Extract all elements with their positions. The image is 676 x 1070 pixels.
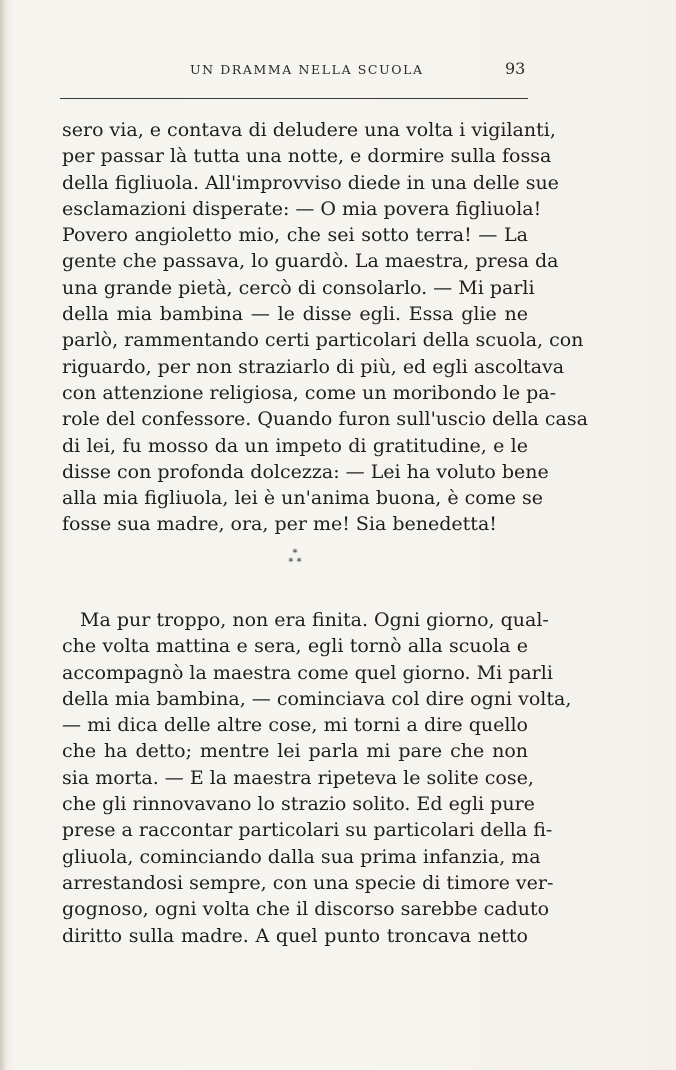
section-asterism [280,549,310,567]
text-line: una grande pietà, cercò di consolarlo. — Mi parli [62,276,535,299]
text-line: con attenzione religiosa, come un moribondo le pa- [62,381,557,404]
text-line: della figliuola. All'improvviso diede in una delle sue [62,171,559,194]
text-line: prese a raccontar particolari su particolari della fi- [62,819,553,842]
text-line: esclamazioni disperate: — O mia povera figliuola! [62,197,542,220]
text-line: che volta mattina e sera, egli tornò alla scuola e [62,635,528,658]
text-line: role del confessore. Quando furon sull'uscio della casa [62,408,588,431]
text-line: sero via, e contava di deludere una volta i vigilanti, [62,119,556,141]
text-line: della mia bambina — le disse egli. Essa glie ne [62,303,528,326]
text-line: gognoso, ogni volta che il discorso sarebbe caduto [62,898,550,921]
asterism-bottom: * * [288,557,302,568]
text-line: Povero angioletto mio, che sei sotto terra! — La [62,224,528,247]
header-rule [60,98,528,99]
text-line: per passar là tutta una notte, e dormire sulla fossa [62,145,552,168]
running-head: UN DRAMMA NELLA SCUOLA [190,62,424,77]
text-line: alla mia figliuola, lei è un'anima buona, è come se [62,487,544,510]
page-binding-shadow [0,0,6,1070]
text-line: che gli rinnovavano lo strazio solito. Ed egli pure [62,793,535,816]
text-line: sia morta. — E la maestra ripeteva le solite cose, [62,766,534,789]
text-line: fosse sua madre, ora, per me! Sia benedetta! [62,513,497,536]
text-line: riguardo, per non straziarlo di più, ed egli ascoltava [62,355,565,378]
text-line: Ma pur troppo, non era finita. Ogni giorno, qual- [80,609,549,631]
asterism-top: * [292,548,298,559]
page-number: 93 [505,59,526,78]
paragraph-1 [62,117,588,538]
text-line: arrestandosi sempre, con una specie di timore ver- [62,871,554,894]
paragraph-2 [62,607,572,949]
text-line: gente che passava, lo guardò. La maestra, presa da [62,250,559,273]
text-line: parlò, rammentando certi particolari della scuola, con [62,329,584,352]
text-line: di lei, fu mosso da un impeto di gratitudine, e le [62,434,528,457]
text-line: disse con profonda dolcezza: — Lei ha voluto bene [62,460,549,483]
text-line: che ha detto; mentre lei parla mi pare che non [62,740,528,763]
text-line: della mia bambina, — cominciava col dire ogni volta, [62,687,572,710]
text-line: diritto sulla madre. A quel punto troncava netto [62,924,528,947]
text-line: gliuola, cominciando dalla sua prima infanzia, ma [62,845,541,868]
text-line: — mi dica delle altre cose, mi torni a dire quello [62,714,528,737]
text-line: accompagnò la maestra come quel giorno. Mi parli [62,661,553,684]
